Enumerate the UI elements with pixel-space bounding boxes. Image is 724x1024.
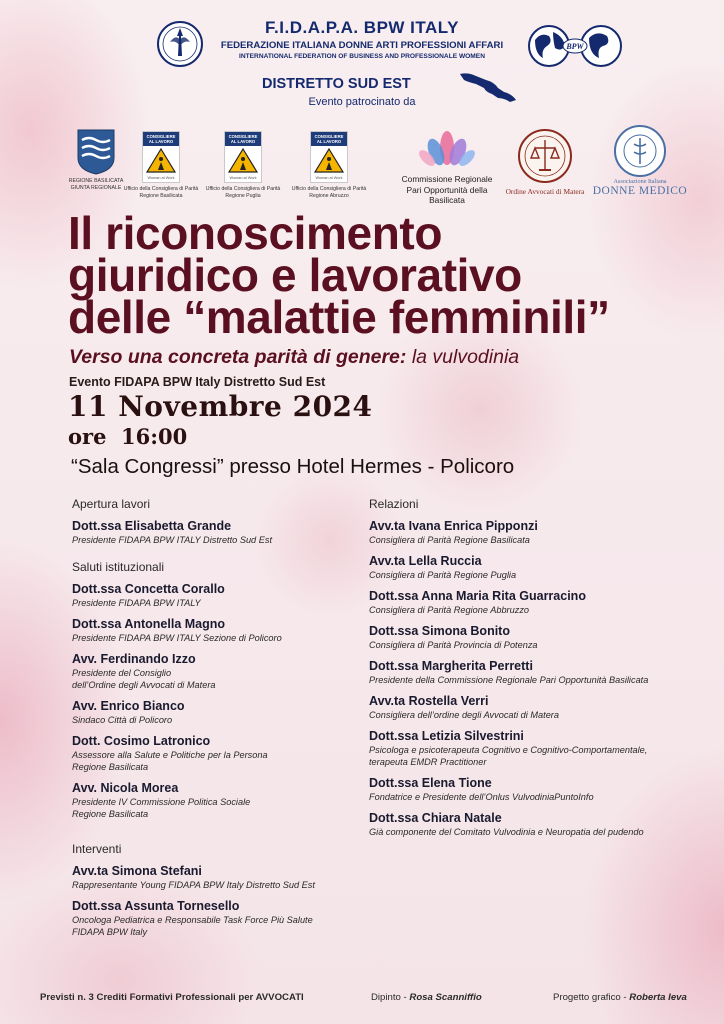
lotus-flower-icon: [417, 128, 477, 174]
consigliera-box: [224, 131, 262, 183]
speaker-role-line2: Regione Basilicata: [72, 762, 149, 772]
speaker-role: Psicologa e psicoterapeuta Cognitivo e Cognitivo-Comportamentale,: [369, 745, 648, 755]
speaker-role: Presidente FIDAPA BPW ITALY Sezione di Policoro: [72, 633, 282, 643]
org-subtitle: FEDERAZIONE ITALIANA DONNE ARTI PROFESSIONI AFFARI: [220, 40, 504, 51]
speaker-role-line2: Regione Basilicata: [72, 809, 149, 819]
speaker-role: Consigliera di Parità Regione Abbruzzo: [369, 605, 530, 615]
speaker-role: Presidente FIDAPA BPW ITALY Distretto Sud Est: [72, 535, 272, 545]
speaker-name: Dott.ssa Simona Bonito: [369, 624, 510, 638]
consigliera-puglia-label: Ufficio della Consigliera di Parità Regione Puglia: [205, 186, 281, 199]
patronage-label: Evento patrocinato da: [308, 96, 416, 108]
ordine-avvocati-label: Ordine Avvocati di Matera: [505, 187, 585, 196]
speaker-entry: [72, 734, 402, 773]
footer-design-credit: [553, 992, 687, 1003]
org-title: F.I.D.A.P.A. BPW ITALY: [265, 18, 459, 37]
speaker-entry: [72, 519, 402, 546]
speaker-role: Presidente FIDAPA BPW ITALY: [72, 598, 201, 608]
speaker-role: Consigliera di Parità Regione Puglia: [369, 570, 517, 580]
speaker-name: Dott.ssa Letizia Silvestrini: [369, 729, 524, 743]
donne-medico-line2: DONNE MEDICO: [592, 185, 688, 197]
speaker-name: Dott. Cosimo Latronico: [72, 734, 211, 748]
program-right-column: [369, 497, 699, 846]
commissione-line1: Commissione Regionale: [401, 174, 493, 184]
speaker-entry: [369, 776, 699, 803]
speaker-role: Fondatrice e Presidente dell’Onlus VulvodiniaPuntoInfo: [369, 792, 594, 802]
speaker-role: Presidente della Commissione Regionale Pari Opportunità Basilicata: [369, 675, 649, 685]
speaker-name: Avv. Enrico Bianco: [72, 699, 185, 713]
consigliera-badge: Woman at Work: [229, 176, 257, 181]
consigliera-title: CONSIGLIERE AL LAVORO: [225, 132, 261, 146]
speaker-role: Assessore alla Salute e Politiche per la Persona: [72, 750, 268, 760]
donne-medico-logo: [590, 124, 690, 197]
speaker-role-line2: terapeuta EMDR Practitioner: [369, 757, 487, 767]
consigliera-title: CONSIGLIERE AL LAVORO: [311, 132, 347, 146]
speaker-name: Avv. Nicola Morea: [72, 781, 179, 795]
main-title-line2: giuridico e lavorativo: [68, 249, 522, 301]
speaker-role: Sindaco Città di Policoro: [72, 715, 173, 725]
speaker-entry: [72, 652, 402, 691]
speaker-name: Dott.ssa Elisabetta Grande: [72, 519, 232, 533]
footer-painting-credit: [371, 992, 482, 1003]
footer-design-name: Roberta Ieva: [629, 992, 687, 1003]
ordine-avvocati-seal-icon: [517, 128, 573, 184]
speaker-name: Dott.ssa Assunta Tornesello: [72, 899, 240, 913]
consigliera-basilicata-logo: [118, 131, 204, 199]
consigliera-abruzzo-label: Ufficio della Consigliera di Parità Regione Abruzzo: [291, 186, 367, 199]
bpw-globe-icon: [527, 24, 623, 68]
basilicata-crest-icon: [76, 128, 116, 176]
donne-medico-line1: Associazione Italiana: [613, 178, 667, 185]
speaker-entry: [369, 519, 699, 546]
program-left-column: [72, 497, 402, 946]
speaker-entry: [72, 864, 402, 891]
warning-sign-icon: [143, 146, 179, 176]
consigliera-box: [310, 131, 348, 183]
consigliera-puglia-logo: [200, 131, 286, 199]
commissione-line2: Pari Opportunità della Basilicata: [406, 184, 488, 205]
section-heading-interventi: Interventi: [72, 842, 122, 856]
speaker-entry: [369, 811, 699, 838]
footer-design-label: Progetto grafico -: [553, 992, 630, 1003]
speaker-role: Consigliera di Parità Regione Basilicata: [369, 535, 530, 545]
section-heading-relazioni: Relazioni: [369, 497, 419, 511]
speaker-entry: [72, 699, 402, 726]
speaker-role: Già componente del Comitato Vulvodinia e Neuropatia del pudendo: [369, 827, 644, 837]
speaker-name: Dott.ssa Antonella Magno: [72, 617, 226, 631]
donne-medico-seal-icon: [608, 124, 672, 178]
speaker-role-line2: dell’Ordine degli Avvocati di Matera: [72, 680, 216, 690]
footer-painting-name: Rosa Scanniffio: [409, 992, 482, 1003]
subtitle-prefix: Verso una concreta parità di genere:: [69, 346, 412, 368]
speaker-name: Dott.ssa Margherita Perretti: [369, 659, 533, 673]
speaker-name: Dott.ssa Elena Tione: [369, 776, 492, 790]
speaker-name: Avv. Ferdinando Izzo: [72, 652, 196, 666]
event-line: Evento FIDAPA BPW Italy Distretto Sud Est: [69, 375, 326, 389]
footer-painting-label: Dipinto -: [371, 992, 410, 1003]
consigliera-title: CONSIGLIERE AL LAVORO: [143, 132, 179, 146]
speaker-entry: [369, 624, 699, 651]
speaker-role-line2: FIDAPA BPW Italy: [72, 927, 148, 937]
speaker-entry: [72, 617, 402, 644]
event-venue: “Sala Congressi” presso Hotel Hermes - Policoro: [71, 455, 515, 478]
speaker-name: Avv.ta Ivana Enrica Pipponzi: [369, 519, 538, 533]
subtitle-emphasis: la vulvodinia: [411, 346, 520, 368]
consigliera-abruzzo-logo: [286, 131, 372, 199]
speaker-entry: [369, 694, 699, 721]
main-title: [68, 207, 708, 343]
speaker-name: Avv.ta Simona Stefani: [72, 864, 202, 878]
footer-credits: Previsti n. 3 Crediti Formativi Professionali per AVVOCATI: [40, 992, 304, 1003]
section-heading-apertura: Apertura lavori: [72, 497, 151, 511]
speaker-entry: [369, 729, 699, 768]
speaker-entry: [369, 554, 699, 581]
event-date: 11 Novembre 2024: [68, 390, 373, 423]
main-title-line3: delle “malattie femminili”: [68, 291, 610, 343]
speaker-entry: [369, 589, 699, 616]
speaker-role: Oncologa Pediatrica e Responsabile Task Force Più Salute: [72, 915, 313, 925]
speaker-role: Consigliera di Parità Provincia di Potenza: [369, 640, 538, 650]
speaker-entry: [72, 899, 402, 938]
speaker-name: Dott.ssa Concetta Corallo: [72, 582, 225, 596]
consigliera-basilicata-label: Ufficio della Consigliera di Parità Regione Basilicata: [123, 186, 199, 199]
section-heading-saluti: Saluti istituzionali: [72, 560, 165, 574]
speaker-name: Dott.ssa Anna Maria Rita Guarracino: [369, 589, 586, 603]
speaker-entry: [369, 659, 699, 686]
district-title: DISTRETTO SUD EST: [262, 76, 411, 92]
speaker-name: Avv.ta Lella Ruccia: [369, 554, 482, 568]
org-subtitle-en: INTERNATIONAL FEDERATION OF BUSINESS AND PROFESSIONALE WOMEN: [239, 53, 485, 60]
speaker-role: Consigliera dell’ordine degli Avvocati di Matera: [369, 710, 559, 720]
speaker-role: Rappresentante Young FIDAPA BPW Italy Distretto Sud Est: [72, 880, 315, 890]
warning-sign-icon: [225, 146, 261, 176]
speaker-role: Presidente IV Commissione Politica Sociale: [72, 797, 251, 807]
speaker-name: Dott.ssa Chiara Natale: [369, 811, 502, 825]
event-time: ore 16:00: [68, 424, 188, 449]
warning-sign-icon: [311, 146, 347, 176]
speaker-name: Avv.ta Rostella Verri: [369, 694, 489, 708]
bpw-globe-label: BPW: [566, 42, 584, 51]
speaker-entry: [72, 781, 402, 820]
main-title-line1: Il riconoscimento: [68, 207, 443, 259]
speaker-entry: [72, 582, 402, 609]
consigliera-badge: Woman at Work: [147, 176, 175, 181]
consigliera-badge: Woman at Work: [315, 176, 343, 181]
speaker-role: Presidente del Consiglio: [72, 668, 172, 678]
consigliera-box: [142, 131, 180, 183]
ordine-avvocati-logo: [500, 128, 590, 196]
subtitle: [69, 346, 519, 369]
basilicata-label: REGIONE BASILICATA GIUNTA REGIONALE: [68, 178, 124, 191]
commissione-pari-opportunita-logo: [392, 128, 502, 206]
